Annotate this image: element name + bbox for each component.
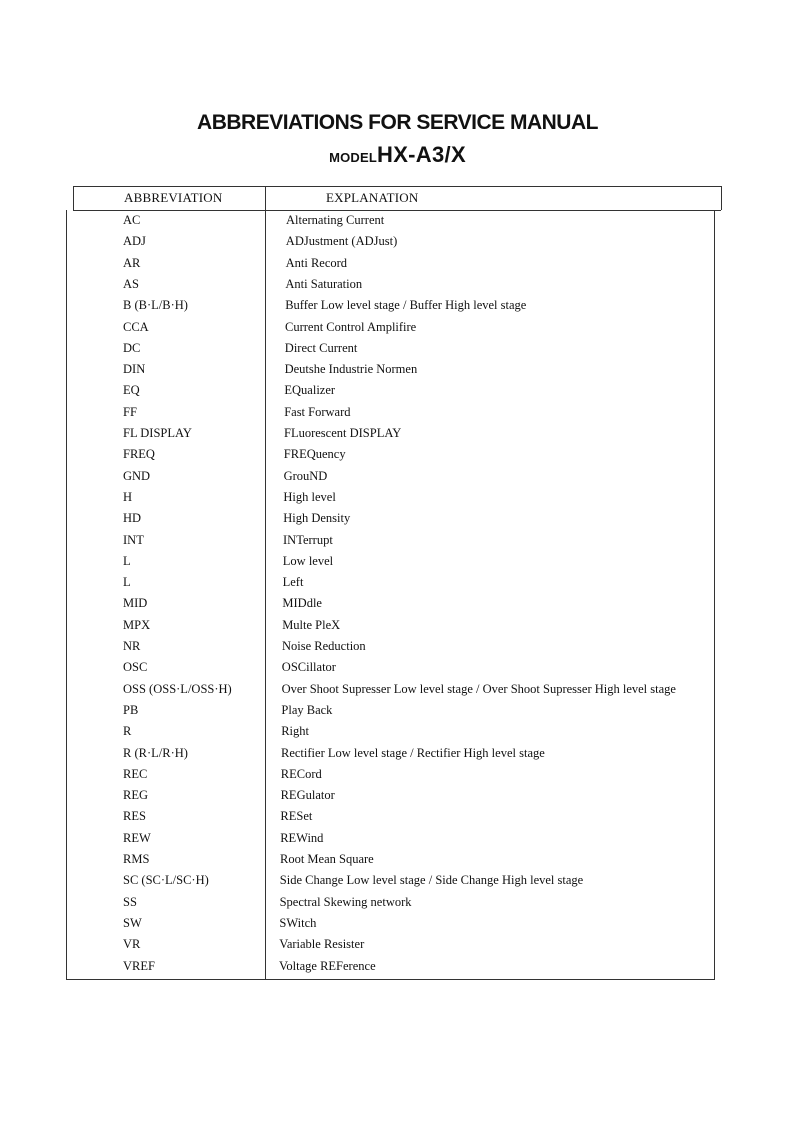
row-explanation: Rectifier Low level stage / Rectifier High level stage [281,745,545,760]
row-abbreviation: RMS [123,852,150,866]
table-row [0,295,791,316]
row-abbreviation: MPX [123,617,151,632]
row-explanation: RECord [280,766,322,781]
row-explanation: Root Mean Square [280,852,374,866]
table-right-border-top [721,186,722,210]
row-explanation: INTerrupt [283,532,333,547]
row-explanation: High level [283,489,336,504]
table-row [0,870,791,891]
row-abbreviation: FL DISPLAY [123,426,192,440]
row-abbreviation: L [123,553,131,568]
table-row [0,956,791,977]
row-explanation: Low level [282,553,334,568]
row-abbreviation: FREQ [123,447,155,462]
table-row [0,380,791,401]
table-row [0,593,791,614]
row-abbreviation: HD [123,511,142,526]
row-abbreviation: ADJ [123,234,146,249]
table-row [0,657,791,678]
table-row [0,444,791,465]
table-row [0,636,791,657]
table-row [0,402,791,423]
table-row [0,572,791,593]
row-abbreviation: OSC [123,660,148,675]
row-explanation: REWind [280,830,324,845]
table-row [0,785,791,806]
table-row [0,934,791,955]
table-row [0,743,791,764]
table-row [0,210,791,231]
row-explanation: Noise Reduction [282,639,366,653]
row-explanation: SWitch [279,915,317,930]
row-abbreviation: FF [123,404,137,419]
page-title: ABBREVIATIONS FOR SERVICE MANUAL [197,111,598,134]
row-explanation: Variable Resister [279,937,365,952]
table-row [0,806,791,827]
row-abbreviation: AC [123,213,141,227]
row-explanation: FREQuency [283,447,346,462]
row-explanation: MIDdle [282,596,322,611]
row-explanation: Fast Forward [284,404,351,419]
row-abbreviation: EQ [123,383,140,398]
table-row [0,764,791,785]
row-abbreviation: REW [123,830,151,845]
table-row [0,359,791,380]
row-explanation: REGulator [280,788,335,803]
table-row [0,615,791,636]
table-row [0,828,791,849]
table-row [0,508,791,529]
table-row [0,487,791,508]
row-explanation: RESet [280,809,313,824]
row-abbreviation: DC [123,340,141,355]
row-abbreviation: REC [123,766,148,781]
row-abbreviation: DIN [123,362,146,377]
row-explanation: Anti Saturation [285,276,363,291]
row-explanation: High Density [283,511,351,526]
table-row [0,721,791,742]
row-explanation: Voltage REFerence [279,958,376,973]
row-abbreviation: INT [123,532,144,547]
row-explanation: Buffer Low level stage / Buffer High level stage [285,298,527,313]
row-explanation: Multe PleX [282,617,341,632]
row-explanation: Spectral Skewing network [279,894,412,909]
row-abbreviation: SW [123,915,142,930]
model-prefix: MODEL [329,150,378,165]
row-abbreviation: MID [123,596,148,611]
table-top-rule [73,186,721,187]
table-row [0,253,791,274]
table-row [0,466,791,487]
header-abbreviation: ABBREVIATION [124,190,223,205]
row-abbreviation: AR [123,255,141,270]
row-explanation: Deutshe Industrie Normen [284,362,418,377]
row-explanation: Left [282,575,304,590]
row-explanation: FLuorescent DISPLAY [284,426,402,440]
row-explanation: Alternating Current [286,213,385,227]
row-abbreviation: OSS (OSS·L/OSS·H) [123,681,232,696]
row-explanation: GrouND [283,468,328,483]
table-bottom-rule [66,979,715,980]
row-explanation: Current Control Amplifire [285,319,417,334]
row-explanation: Side Change Low level stage / Side Change High level stage [279,873,584,888]
row-abbreviation: L [123,575,131,590]
row-abbreviation: GND [123,468,151,483]
row-abbreviation: PB [123,702,139,717]
row-abbreviation: AS [123,276,139,291]
row-abbreviation: H [123,489,133,504]
row-explanation: EQualizer [284,383,336,398]
row-abbreviation: RES [123,809,146,824]
row-abbreviation: VREF [123,958,155,973]
row-abbreviation: REG [123,788,148,803]
row-abbreviation: VR [123,937,141,952]
table-row [0,231,791,252]
row-explanation: ADJustment (ADJust) [285,234,398,249]
row-abbreviation: NR [123,639,141,653]
table-row [0,274,791,295]
table-row [0,892,791,913]
row-abbreviation: SS [123,894,137,909]
model-line [0,142,791,168]
table-row [0,338,791,359]
header-explanation: EXPLANATION [326,190,419,205]
table-row [0,679,791,700]
row-abbreviation: R (R·L/R·H) [123,745,188,760]
table-row [0,913,791,934]
row-explanation: Over Shoot Supresser Low level stage / Over Shoot Supresser High level stage [281,681,676,696]
row-explanation: Anti Record [285,255,348,270]
table-left-border-top [73,186,74,210]
row-explanation: Play Back [281,702,333,717]
row-explanation: Direct Current [284,340,358,355]
row-explanation: OSCillator [281,660,336,675]
model-name: HX-A3/X [377,142,466,167]
row-abbreviation: SC (SC·L/SC·H) [123,873,209,888]
table-row [0,530,791,551]
table-row [0,551,791,572]
row-explanation: Right [281,724,309,739]
row-abbreviation: R [123,724,132,739]
table-row [0,317,791,338]
table-row [0,849,791,870]
table-row [0,423,791,444]
row-abbreviation: CCA [123,319,149,334]
table-row [0,700,791,721]
row-abbreviation: B (B·L/B·H) [123,298,188,313]
